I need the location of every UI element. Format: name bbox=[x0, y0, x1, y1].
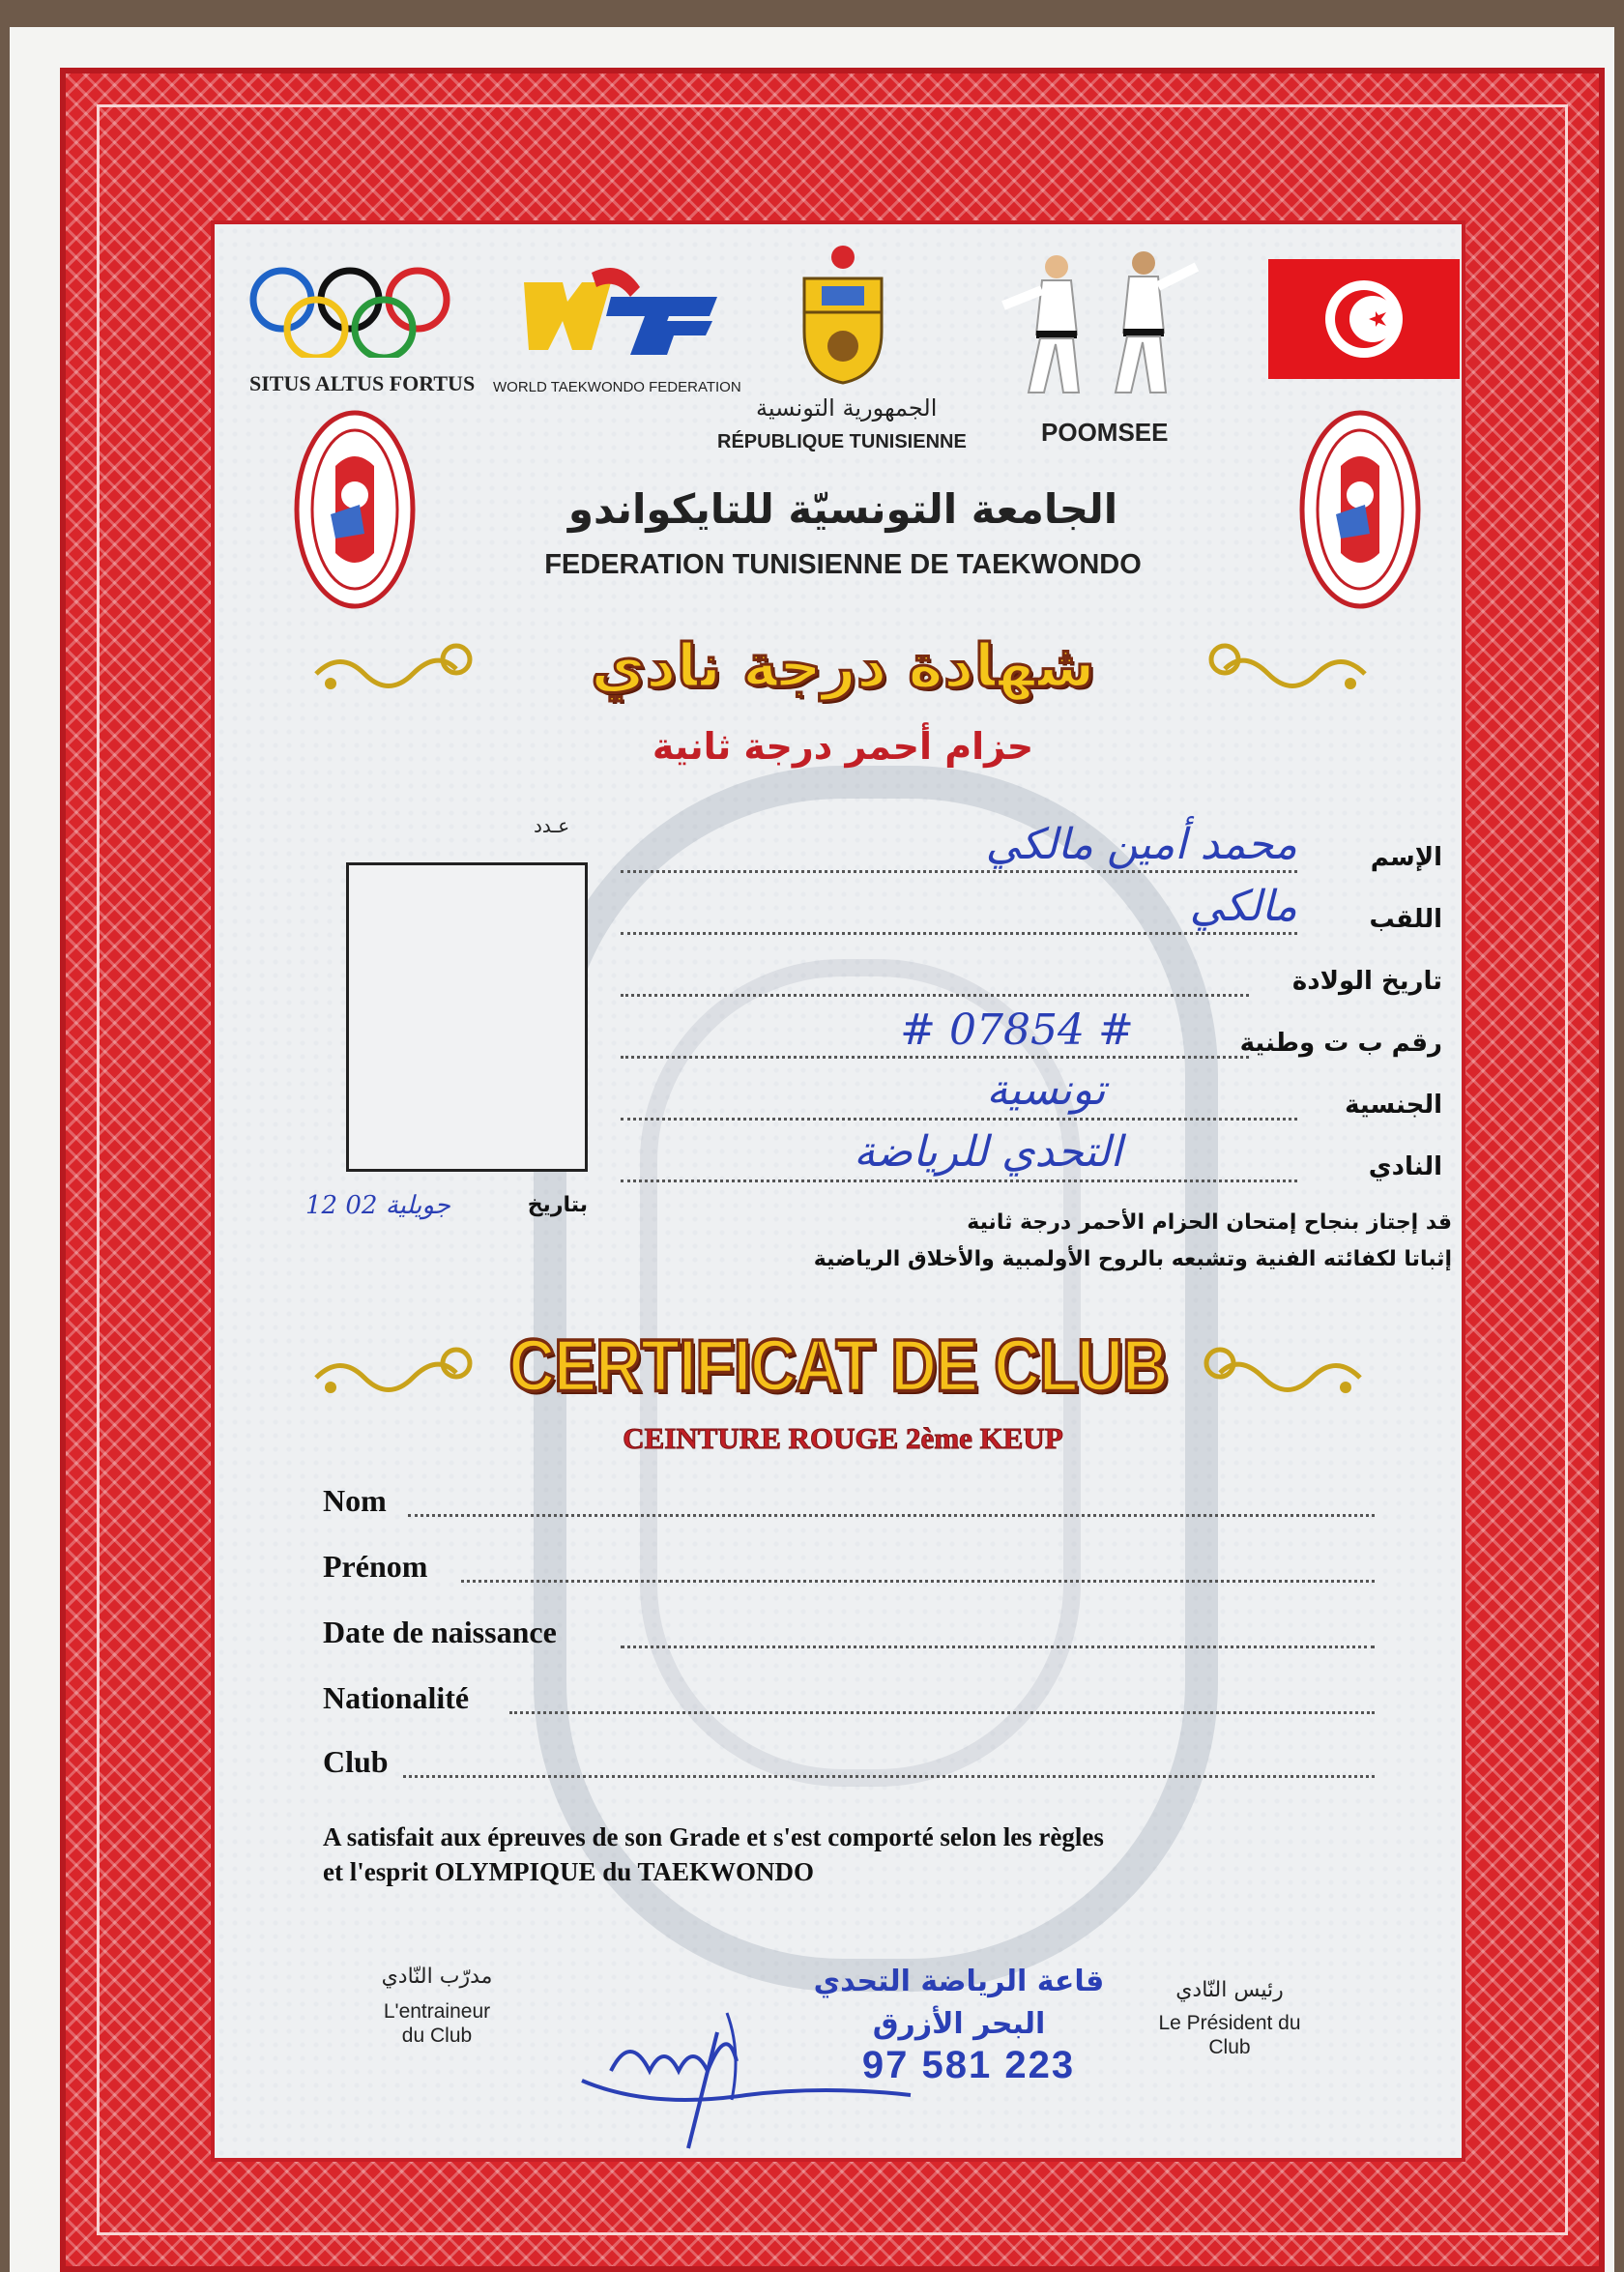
president-label-ar: رئيس النّادي bbox=[1175, 1978, 1284, 2002]
photo-placeholder bbox=[346, 862, 588, 1172]
ornament-left-fr-icon bbox=[311, 1334, 485, 1412]
label-name-ar: الإسم bbox=[1370, 843, 1442, 872]
trainer-label-fr-2: du Club bbox=[401, 2024, 473, 2047]
field-line-birthdate bbox=[621, 994, 1249, 997]
federation-name-french: FEDERATION TUNISIENNE DE TAEKWONDO bbox=[544, 549, 1142, 580]
field-line-club bbox=[621, 1180, 1297, 1182]
president-label-fr-1: Le Président du bbox=[1158, 2012, 1301, 2034]
field-line-nationality bbox=[621, 1118, 1297, 1121]
number-label: عـدد bbox=[534, 814, 570, 837]
field-line-id bbox=[621, 1056, 1249, 1059]
federation-name-arabic: الجامعة التونسيّة للتايكواندو bbox=[567, 485, 1118, 533]
field-line-nom bbox=[408, 1514, 1375, 1517]
french-paragraph-line1: A satisfait aux épreuves de son Grade et s'est comporté selon les règles bbox=[323, 1822, 1104, 1851]
poomsee-figures-icon bbox=[994, 248, 1216, 402]
stamp-phone: 97 581 223 bbox=[861, 2044, 1076, 2086]
wtf-caption: WORLD TAEKWONDO FEDERATION bbox=[493, 379, 741, 395]
value-surname-ar: مالكي bbox=[1189, 882, 1297, 931]
date-label: بتاريخ bbox=[527, 1193, 588, 1217]
value-id-ar: # 07854 # bbox=[900, 1005, 1134, 1055]
arabic-paragraph-line2: إثباتا لكفائته الفنية وتشبعه بالروح الأولمبية والأخلاق الرياضية bbox=[813, 1247, 1452, 1271]
certificate-content bbox=[211, 220, 1465, 2162]
trainer-label-ar: مدرّب النّادي bbox=[381, 1965, 493, 1989]
republic-french: RÉPUBLIQUE TUNISIENNE bbox=[717, 431, 967, 452]
stamp-line1: قاعة الرياضة التحدي bbox=[813, 1965, 1105, 1998]
label-nom: Nom bbox=[323, 1483, 387, 1518]
ornament-right-fr-icon bbox=[1191, 1334, 1365, 1412]
label-prenom: Prénom bbox=[323, 1549, 428, 1584]
label-date-naissance: Date de naissance bbox=[323, 1615, 557, 1649]
french-belt-subtitle: CEINTURE ROUGE 2ème KEUP bbox=[623, 1421, 1063, 1455]
federation-seal-left bbox=[292, 408, 418, 611]
ornament-right-icon bbox=[1196, 630, 1370, 708]
label-id-ar: رقم ب ت وطنية bbox=[1239, 1029, 1442, 1058]
label-birthdate-ar: تاريخ الولادة bbox=[1291, 967, 1442, 996]
handwritten-signature bbox=[572, 1974, 940, 2158]
olympic-motto: SITUS ALTUS FORTUS bbox=[249, 371, 476, 395]
arabic-belt-subtitle: حزام أحمر درجة ثانية bbox=[652, 725, 1034, 768]
wtf-logo bbox=[495, 263, 717, 369]
field-line-club bbox=[403, 1775, 1375, 1778]
arabic-paragraph-line1: قد إجتاز بنجاح إمتحان الحزام الأحمر درجة ثانية bbox=[967, 1210, 1452, 1235]
french-certificate-title: CERTIFICAT DE CLUB bbox=[508, 1324, 1168, 1407]
date-value: 12 جويلية 02 bbox=[305, 1191, 450, 1220]
trainer-label-fr-1: L'entraineur bbox=[383, 2000, 491, 2023]
value-name-ar: محمد أمين مالكي bbox=[985, 820, 1297, 869]
republic-arabic: الجمهورية التونسية bbox=[756, 394, 938, 422]
tunisia-flag-icon bbox=[1268, 259, 1460, 379]
president-label-fr-2: Club bbox=[1208, 2036, 1251, 2058]
stamp-line2: البحر الأزرق bbox=[872, 2007, 1046, 2041]
label-surname-ar: اللقب bbox=[1369, 905, 1442, 934]
field-line-surname bbox=[621, 932, 1297, 935]
federation-seal-right bbox=[1297, 408, 1423, 611]
label-club-ar: النادي bbox=[1368, 1152, 1442, 1181]
value-nationality-ar: تونسية bbox=[986, 1065, 1106, 1115]
value-club-ar: التحدي للرياضة bbox=[854, 1127, 1122, 1177]
french-paragraph-line2: et l'esprit OLYMPIQUE du TAEKWONDO bbox=[323, 1857, 815, 1886]
label-nationality-ar: الجنسية bbox=[1345, 1091, 1442, 1120]
label-club: Club bbox=[323, 1744, 389, 1779]
field-line-date-naissance bbox=[621, 1646, 1375, 1648]
ornament-left-icon bbox=[311, 630, 485, 708]
field-line-prenom bbox=[461, 1580, 1375, 1583]
olympic-rings-logo bbox=[244, 261, 456, 358]
field-line-nationalite bbox=[509, 1711, 1375, 1714]
field-line-name bbox=[621, 870, 1297, 873]
arabic-certificate-title: شهادة درجة نادي bbox=[591, 630, 1095, 701]
coat-of-arms bbox=[795, 240, 891, 385]
label-nationalite: Nationalité bbox=[323, 1680, 470, 1715]
poomsee-caption: POOMSEE bbox=[1041, 418, 1169, 447]
